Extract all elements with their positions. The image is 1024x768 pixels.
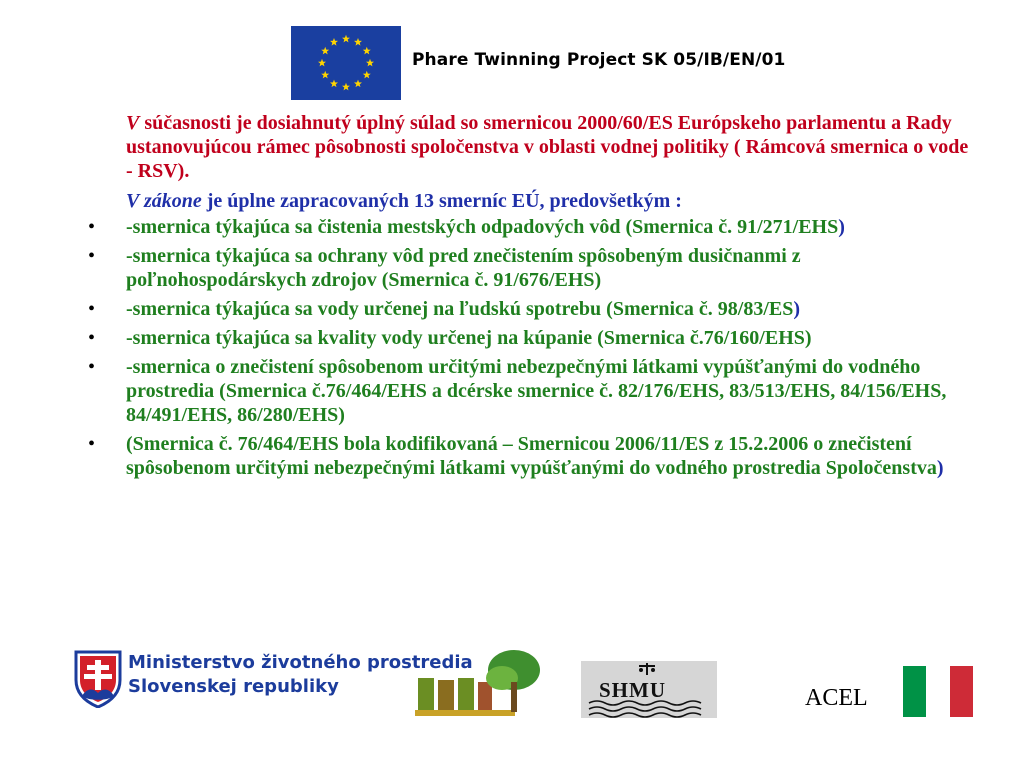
list-item-suffix: ) (838, 216, 845, 238)
tree-icon (412, 648, 542, 720)
ministry-line-1: Ministerstvo životného prostredia (128, 652, 473, 673)
eu-star-icon (330, 38, 338, 46)
bullet-icon: • (88, 298, 96, 320)
shmu-logo-icon (581, 661, 717, 718)
shmu-label: SHMU (599, 678, 666, 702)
italy-flag-white-stripe (926, 666, 949, 717)
italy-flag-green-stripe (903, 666, 926, 717)
list-item (88, 297, 976, 321)
eu-star-icon (366, 59, 374, 67)
bullet-icon: • (88, 433, 96, 455)
list-item-text: (Smernica č. 76/464/EHS bola kodifikovaná – Smernicou 2006/11/ES z 15.2.2006 o znečistení spôsobenom určitými nebezpečnými látkami vypúšťanými do vodného prostredia Spoločenstva (126, 433, 937, 479)
main-content (88, 111, 976, 485)
list-item (88, 326, 976, 350)
eu-star-icon (363, 47, 371, 55)
eu-star-icon (330, 80, 338, 88)
ministry-logo (74, 648, 542, 720)
project-title: Phare Twinning Project SK 05/IB/EN/01 (412, 50, 786, 70)
list-item-suffix: ) (793, 298, 801, 320)
eu-star-icon (321, 71, 329, 79)
eu-star-icon (354, 38, 362, 46)
list-item (88, 355, 976, 427)
bullet-icon: • (88, 245, 96, 267)
law-lead: V zákone (126, 190, 202, 212)
acel-label: ACEL (805, 685, 868, 711)
bullet-icon: • (88, 216, 96, 238)
intro-lead: V (126, 112, 140, 134)
list-item-text: -smernica týkajúca sa vody určenej na ľudskú spotrebu (Smernica č. 98/83/ES (126, 298, 794, 320)
list-item (88, 432, 976, 480)
eu-star-icon (321, 47, 329, 55)
italy-flag-icon (903, 666, 973, 717)
list-item-text: -smernica týkajúca sa kvality vody určenej na kúpanie (Smernica č.76/160/EHS) (126, 327, 812, 349)
italy-flag-red-stripe (950, 666, 973, 717)
list-item-suffix: ) (936, 457, 944, 479)
bullet-icon: • (88, 356, 96, 378)
directive-list (88, 215, 976, 480)
list-item-text: -smernica týkajúca sa ochrany vôd pred znečistením spôsobeným dusičnanmi z poľnohospodárskych zdrojov (Smernica č. 91/676/EHS) (126, 245, 801, 291)
eu-flag-icon (291, 26, 401, 100)
list-item-text: -smernica týkajúca sa čistenia mestských odpadových vôd (Smernica č. 91/271/EHS (126, 216, 839, 238)
slovak-coat-of-arms-icon (74, 650, 122, 708)
intro-paragraph (126, 111, 976, 183)
eu-star-icon (342, 35, 350, 43)
law-text: je úplne zapracovaných 13 smerníc EÚ, predovšetkým : (201, 190, 682, 212)
law-paragraph (126, 189, 976, 213)
eu-star-icon (363, 71, 371, 79)
ministry-line-2: Slovenskej republiky (128, 676, 339, 697)
list-item (88, 215, 976, 239)
eu-star-icon (318, 59, 326, 67)
list-item-text: -smernica o znečistení spôsobenom určitými nebezpečnými látkami vypúšťanými do vodného prostredia (Smernica č.76/464/EHS a dcérske smernice č. 82/176/EHS, 83/513/EHS, 84/156/EHS, 84/491/EHS, 86/280/EHS) (126, 356, 947, 426)
eu-star-icon (342, 83, 350, 91)
list-item (88, 244, 976, 292)
eu-star-icon (354, 80, 362, 88)
bullet-icon: • (88, 327, 96, 349)
intro-text: súčasnosti je dosiahnutý úplný súlad so smernicou 2000/60/ES Európskeho parlamentu a Rady ustanovujúcou rámec pôsobnosti spoločenstva v oblasti vodnej politiky ( Rámcová smernica o vode - RSV). (126, 112, 969, 182)
